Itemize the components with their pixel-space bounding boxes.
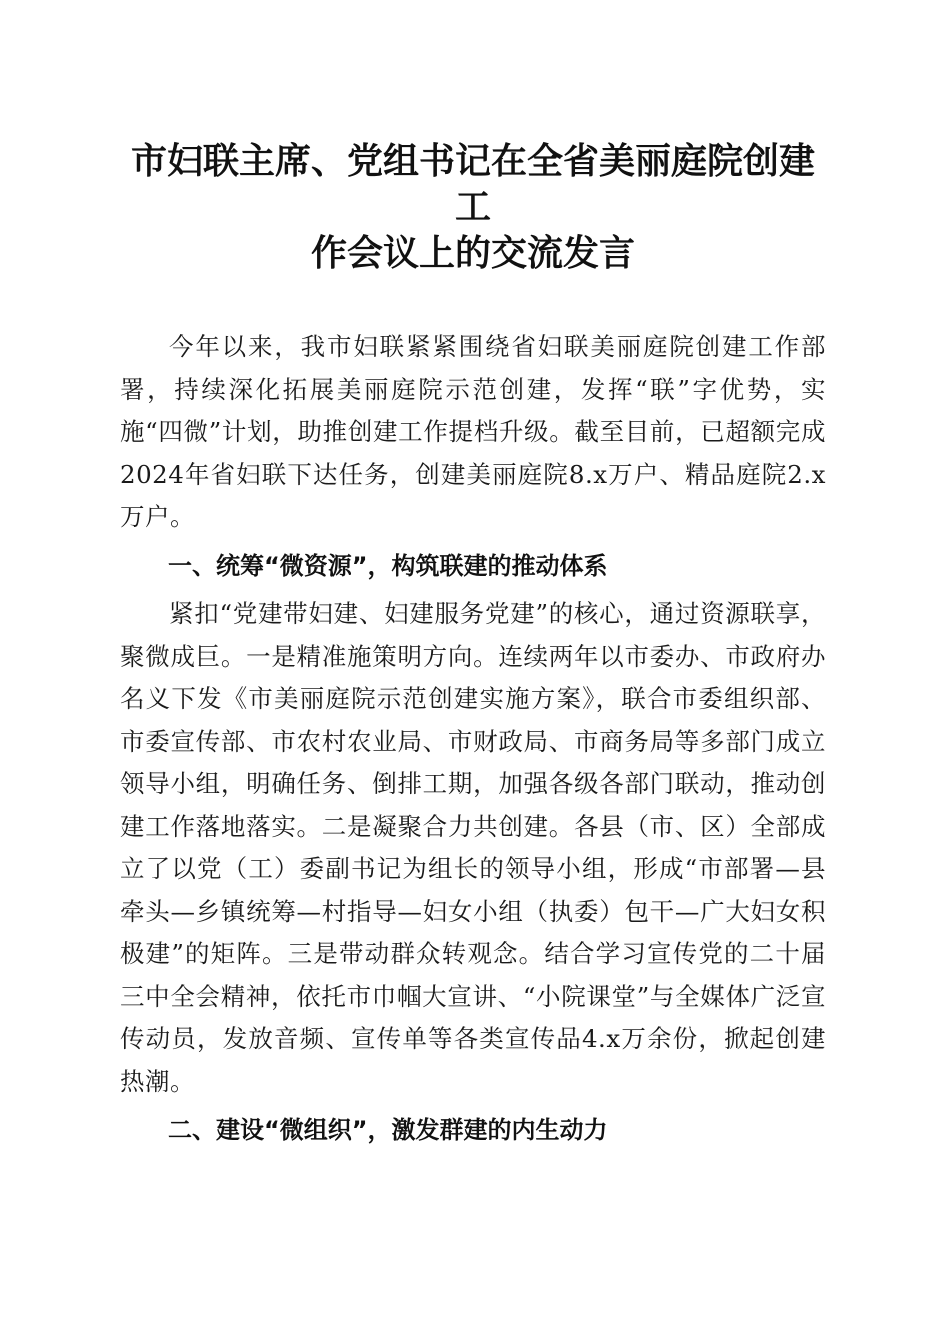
title-line-1: 市妇联主席、党组书记在全省美丽庭院创建工 bbox=[130, 140, 815, 228]
section-heading-1: 一、统筹“微资源”，构筑联建的推动体系 bbox=[168, 551, 608, 580]
section-heading-2: 二、建设“微组织”，激发群建的内生动力 bbox=[168, 1116, 608, 1144]
section-1-paragraph: 紧扣“党建带妇建、妇建服务党建”的核心，通过资源联享，聚微成巨。一是精准施策明方向。连续两年以市委办、市政府办名义下发《市美丽庭院示范创建实施方案》，联合市委组织部、市委宣传部、市农村农业局、市财政局、市商务局等多部门成立领导小组，明确任务、倒排工期，加强各级各部门联动，推动创建工作落地落实。二是凝聚合力共创建。各县（市、区）全部成立了以党（工）委副书记为组长的领导小组，形成“市部署—县牵头—乡镇统筹—村指导—妇女小组（执委）包干—广大妇女积极建”的矩阵。三是带动群众转观念。结合学习宣传党的二十届三中全会精神，依托市巾帼大宣讲、“小院课堂”与全媒体广泛宣传动员，发放音频、宣传单等各类宣传品4.x万余份，掀起创建热潮。 bbox=[120, 599, 826, 1096]
title-line-2: 作会议上的交流发言 bbox=[310, 232, 635, 274]
intro-paragraph: 今年以来，我市妇联紧紧围绕省妇联美丽庭院创建工作部署，持续深化拓展美丽庭院示范创建，发挥“联”字优势，实施“四微”计划，助推创建工作提档升级。截至目前，已超额完成2024年省妇联下达任务，创建美丽庭院8.x万户、精品庭院2.x万户。 bbox=[120, 332, 826, 531]
document-title bbox=[120, 138, 826, 276]
